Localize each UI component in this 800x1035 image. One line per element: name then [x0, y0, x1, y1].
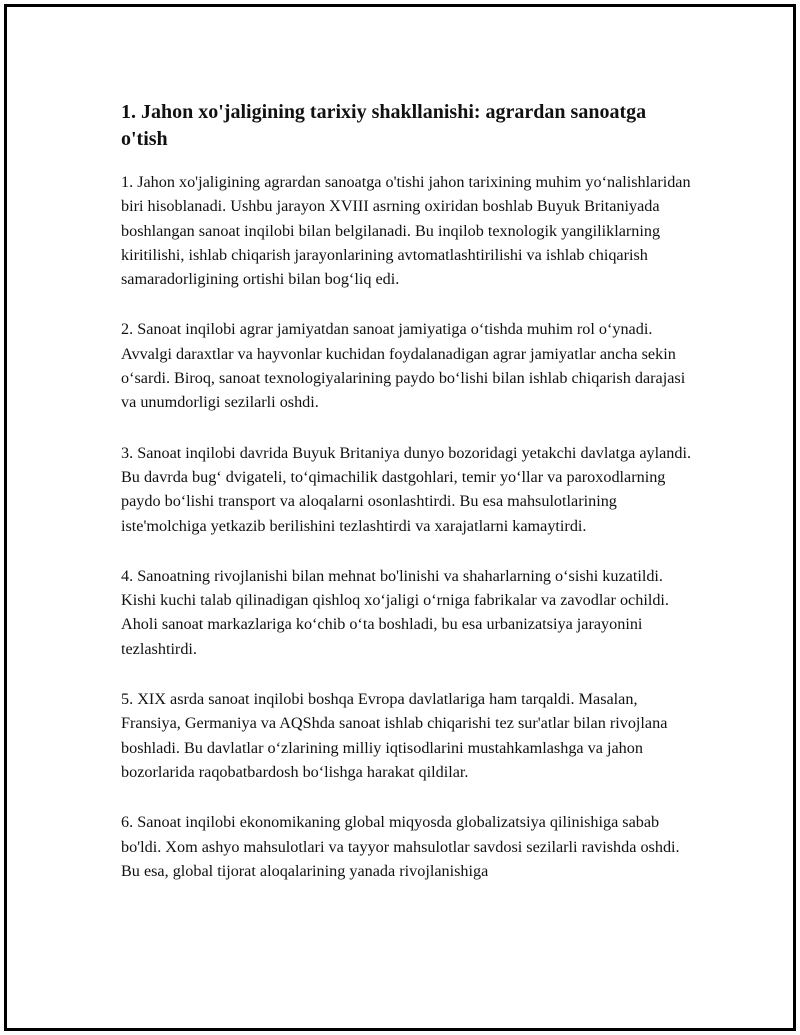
paragraph-3: 3. Sanoat inqilobi davrida Buyuk Britaniya dunyo bozoridagi yetakchi davlatga aylandi. Bu davrda bug‘ dvigateli, to‘qimachilik dastgohlari, temir yo‘llar va paroxodlarning paydo bo‘lishi transport va aloqalarni osonlashtirdi. Bu esa mahsulotlarining iste'molchiga yetkazib berilishini tezlashtirdi va xarajatlarni kamaytirdi. — [121, 443, 692, 535]
paragraph-5: 5. XIX asrda sanoat inqilobi boshqa Evropa davlatlariga ham tarqaldi. Masalan, Fransiya, Germaniya va AQShda sanoat ishlab chiqarishi tez sur'atlar bilan rivojlana boshladi. Bu davlatlar o‘zlarining milliy iqtisodlarini mustahkamlashga va jahon bozorlarida raqobatbardosh bo‘lishga harakat qildilar. — [121, 690, 668, 781]
document-title: 1. Jahon xo'jaligining tarixiy shakllanishi: agrardan sanoatga o'tish — [121, 101, 647, 150]
page-frame — [4, 4, 796, 1031]
paragraph-2: 2. Sanoat inqilobi agrar jamiyatdan sanoat jamiyatiga o‘tishda muhim rol o‘ynadi. Avvalgi daraxtlar va hayvonlar kuchidan foydalanadigan agrar jamiyatlar ancha sekin o‘sardi. Biroq, sanoat texnologiyalarining paydo bo‘lishi bilan ishlab chiqarish darajasi va unumdorligi sezilarli oshdi. — [121, 320, 686, 412]
document-body — [121, 99, 696, 909]
paragraph-4: 4. Sanoatning rivojlanishi bilan mehnat bo'linishi va shaharlarning o‘sishi kuzatildi. Kishi kuchi talab qilinadigan qishloq xo‘jaligi o‘rniga fabrikalar va zavodlar ochildi. Aholi sanoat markazlariga ko‘chib o‘ta boshladi, bu esa urbanizatsiya jarayonini tezlashtirdi. — [121, 566, 669, 658]
paragraph-6: 6. Sanoat inqilobi ekonomikaning global miqyosda globalizatsiya qilinishiga sabab bo'ldi. Xom ashyo mahsulotlari va tayyor mahsulotlar savdosi sezilarli ravishda oshdi. Bu esa, global tijorat aloqalarining yanada rivojlanishiga — [121, 813, 680, 880]
paragraph-1: 1. Jahon xo'jaligining agrardan sanoatga o'tishi jahon tarixining muhim yo‘nalishlaridan biri hisoblanadi. Ushbu jarayon XVIII asrning oxiridan boshlab Buyuk Britaniyada boshlangan sanoat inqilobi bilan belgilanadi. Bu inqilob texnologik yangiliklarning kiritilishi, ishlab chiqarish jarayonlarining avtomatlashtirilishi va ishlab chiqarish samaradorligining ortishi bilan bog‘liq edi. — [121, 173, 691, 289]
